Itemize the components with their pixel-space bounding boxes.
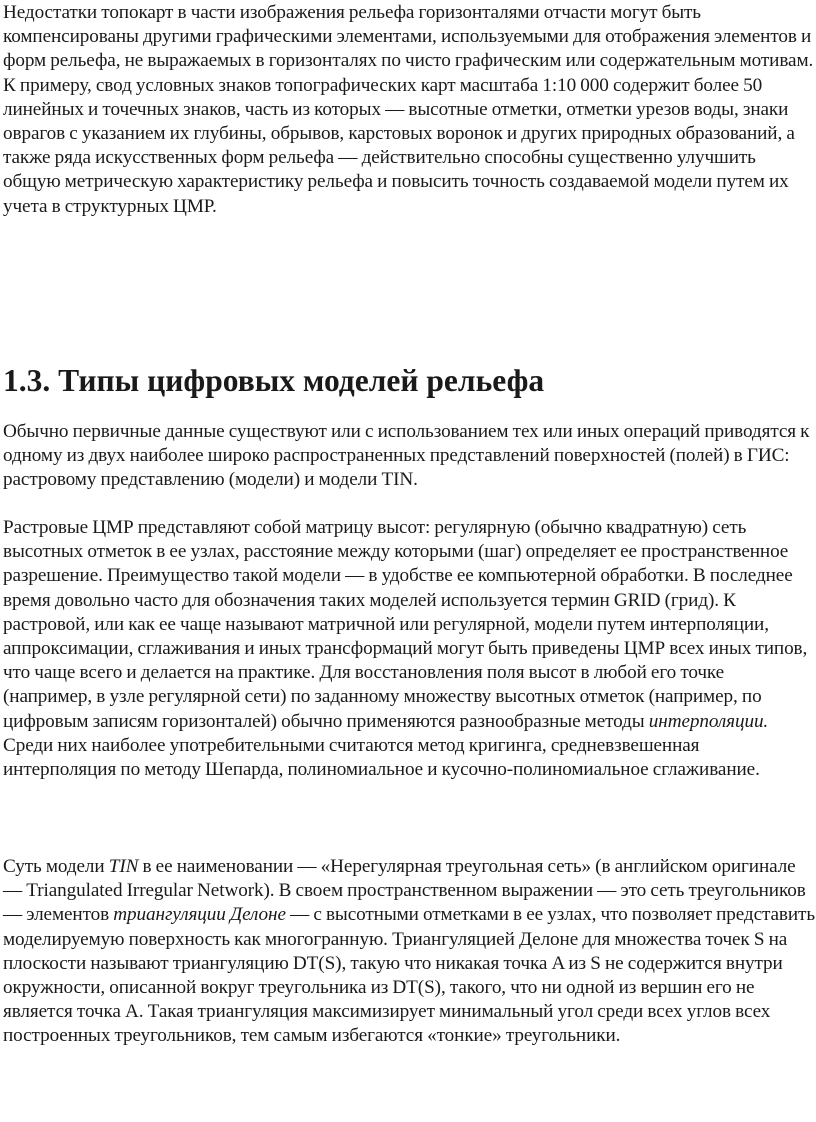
paragraph-raster-dem [3,516,815,782]
paragraph-topomap-limitations: Недостатки топокарт в части изображения рельефа горизонталями отчасти могут быть компенсированы другими графическими элементами, используемыми для отображения элементов и форм рельефа, не выражаемых в горизонталях по чисто графическим или содержательным мотивам. К примеру, свод условных знаков топографических карт масштаба 1:10 000 содержит более 50 линейных и точечных знаков, часть из которых — высотные отметки, отметки урезов воды, знаки оврагов с указанием их глубины, обрывов, карстовых воронок и других природных образований, а также ряда искусственных форм рельефа — действительно способны существенно улучшить общую метрическую характеристику рельефа и повысить точность создаваемой модели путем их учета в структурных ЦМР. [3,2,814,217]
paragraph-tin-text-3: — с высотными отметками в ее узлах, что позволяет представить моделируемую поверхность как многогранную. Триангуляцией Делоне для множества точек S на плоскости называют триангуляцию DT(S), такую что никакая точка A из S не содержится внутри окружности, описанной вокруг треугольника из DT(S), такого, что ни одной из вершин его не является точка A. Такая триангуляция максимизирует минимальный угол среди всех углов всех построенных треугольников, тем самым избегаются «тонкие» треугольники. [3,904,815,1047]
paragraph-raster-text-before: Растровые ЦМР представляют собой матрицу высот: регулярную (обычно квадратную) сеть высотных отметок в ее узлах, расстояние между которыми (шаг) определяет ее пространственное разрешение. Преимущество такой модели — в удобстве ее компьютерной обработки. В последнее время довольно часто для обозначения таких моделей используется термин GRID (грид). К растровой, или как ее чаще называют матричной или регулярной, модели путем интерполяции, аппроксимации, сглаживания и иных трансформаций могут быть приведены ЦМР всех иных типов, что чаще всего и делается на практике. Для восстановления поля высот в любой его точке (например, в узле регулярной сети) по заданному множеству высотных отметок (например, по цифровым записям горизонталей) обычно применяются разнообразные методы [3,517,808,732]
document-page [3,0,815,1047]
paragraph-tin-text-2: в ее наименовании — «Нерегулярная треугольная сеть» (в английском оригинале — Triangulated Irregular Network). В своем пространственном выражении — это сеть треугольников — элементов [3,856,806,926]
term-tin: TIN [108,856,139,877]
term-delaunay-triangulation: триангуляции Делоне [113,904,286,926]
paragraph-tin-text-1: Суть модели [3,856,109,877]
section-heading: 1.3. Типы цифровых моделей рельефа [3,363,545,398]
paragraph-primary-data: Обычно первичные данные существуют или с использованием тех или иных операций приводятся к одному из двух наиболее широко распространенных представлений поверхностей (полей) в ГИС: растровому представлению (модели) и модели TIN. [3,421,810,491]
paragraph-raster-text-after: Среди них наиболее употребительными считаются метод кригинга, средневзвешенная интерполяция по методу Шепарда, полиномиальное и кусочно-полиномиальное сглаживание. [3,734,760,781]
term-interpolation: интерполяции. [648,710,769,732]
paragraph-tin-model [3,855,815,1049]
